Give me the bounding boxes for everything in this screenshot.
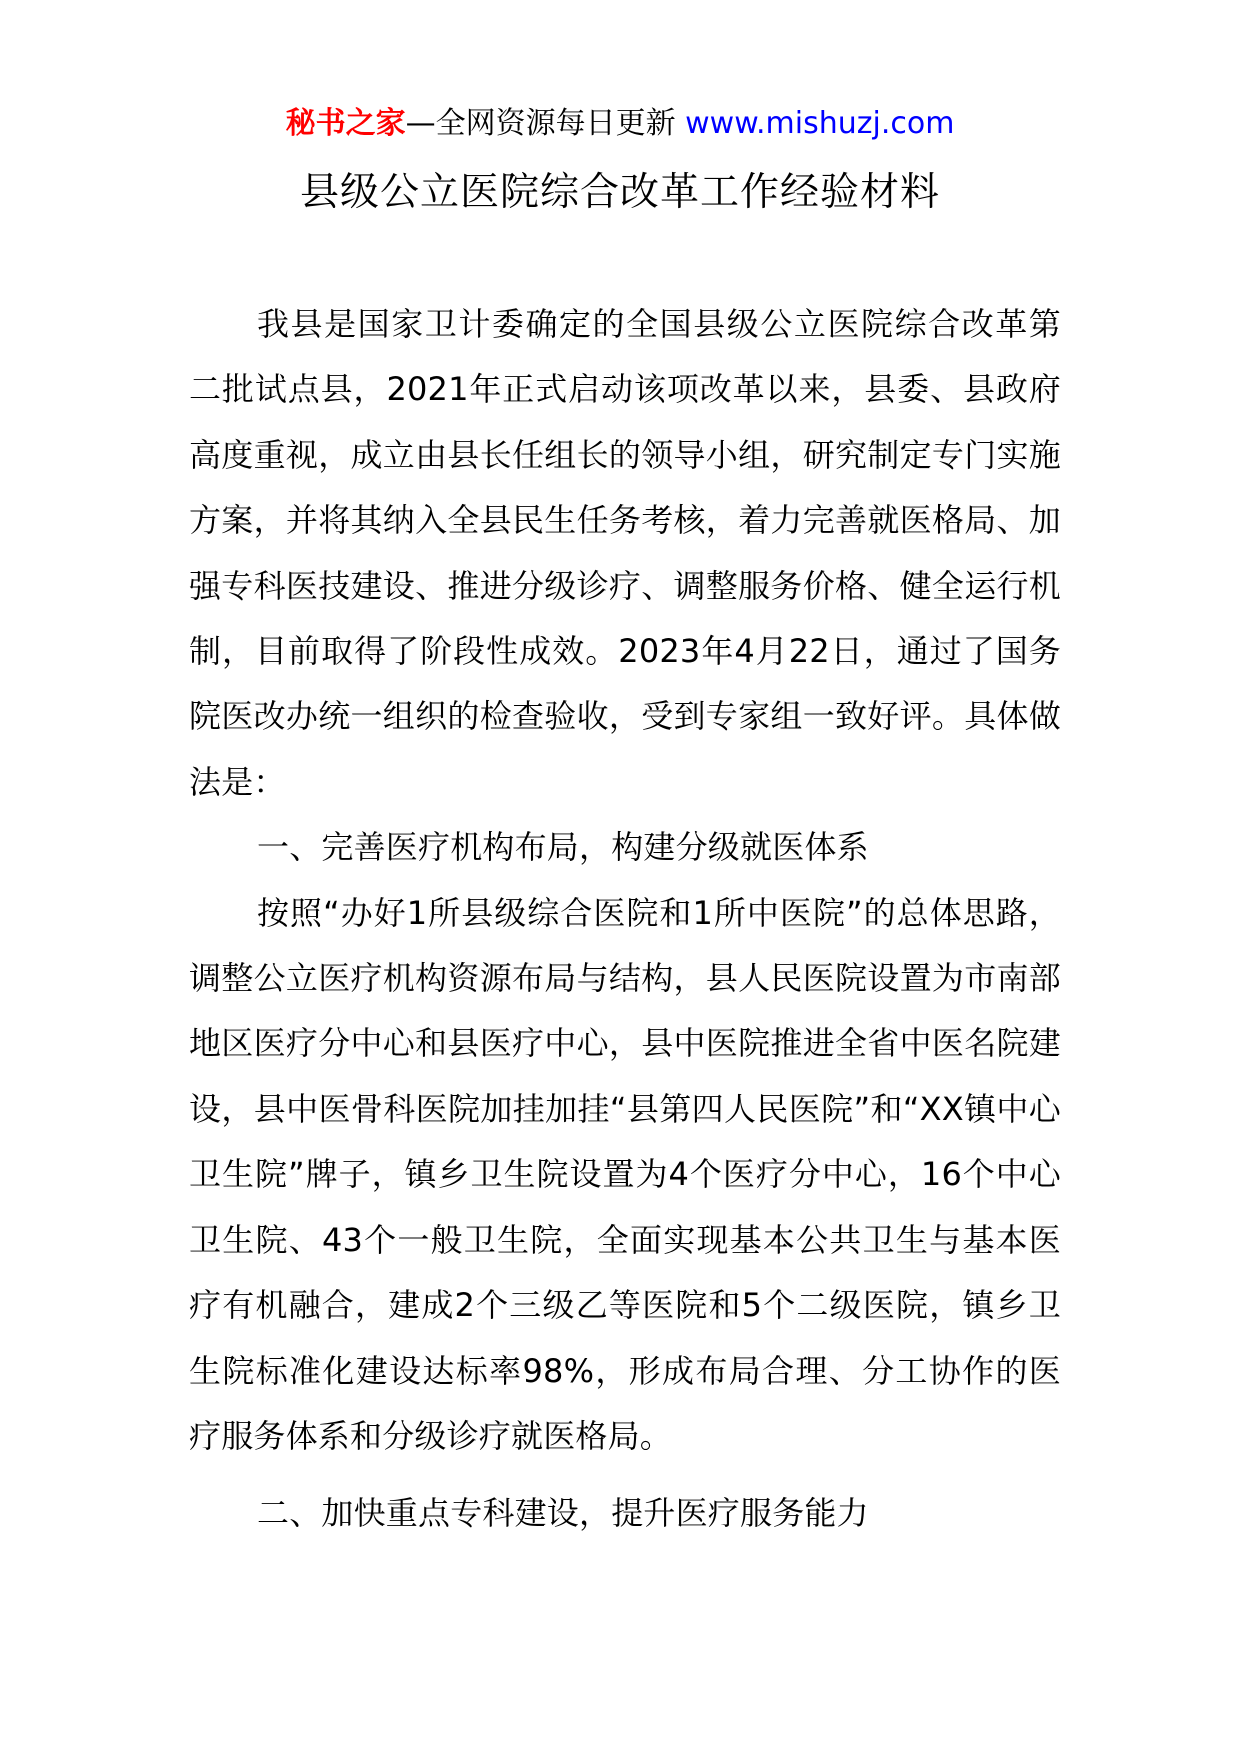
document-body (189, 292, 1061, 1547)
site-header (0, 100, 1240, 148)
intro-paragraph: 我县是国家卫计委确定的全国县级公立医院综合改革第二批试点县，2021年正式启动该项改革以来，县委、县政府高度重视，成立由县长任组长的领导小组，研究制定专门实施方案，并将其纳入全县民生任务考核，着力完善就医格局、加强专科医技建设、推进分级诊疗、调整服务价格、健全运行机制，目前取得了阶段性成效。2023年4月22日，通过了国务院医改办统一组织的检查验收，受到专家组一致好评。具体做法是： (189, 305, 1061, 801)
document-title: 县级公立医院综合改革工作经验材料 (299, 170, 940, 215)
site-link[interactable]: www.mishuzj.com (685, 106, 955, 141)
section-1-paragraph: 按照“办好1所县级综合医院和1所中医院”的总体思路，调整公立医疗机构资源布局与结构，县人民医院设置为市南部地区医疗分中心和县医疗中心，县中医院推进全省中医名院建设，县中医骨科医院加挂加挂“县第四人民医院”和“XX镇中心卫生院”牌子，镇乡卫生院设置为4个医疗分中心，16个中心卫生院、43个一般卫生院，全面实现基本公共卫生与基本医疗有机融合，建成2个三级乙等医院和5个二级医院，镇乡卫生院标准化建设达标率98%，形成布局合理、分工协作的医疗服务体系和分级诊疗就医格局。 (189, 893, 1061, 1455)
site-tagline: —全网资源每日更新 (405, 106, 686, 141)
brand-name: 秘书之家 (285, 106, 406, 141)
section-heading-1: 一、完善医疗机构布局，构建分级就医体系 (257, 828, 869, 867)
section-heading-2: 二、加快重点专科建设，提升医疗服务能力 (257, 1494, 869, 1533)
